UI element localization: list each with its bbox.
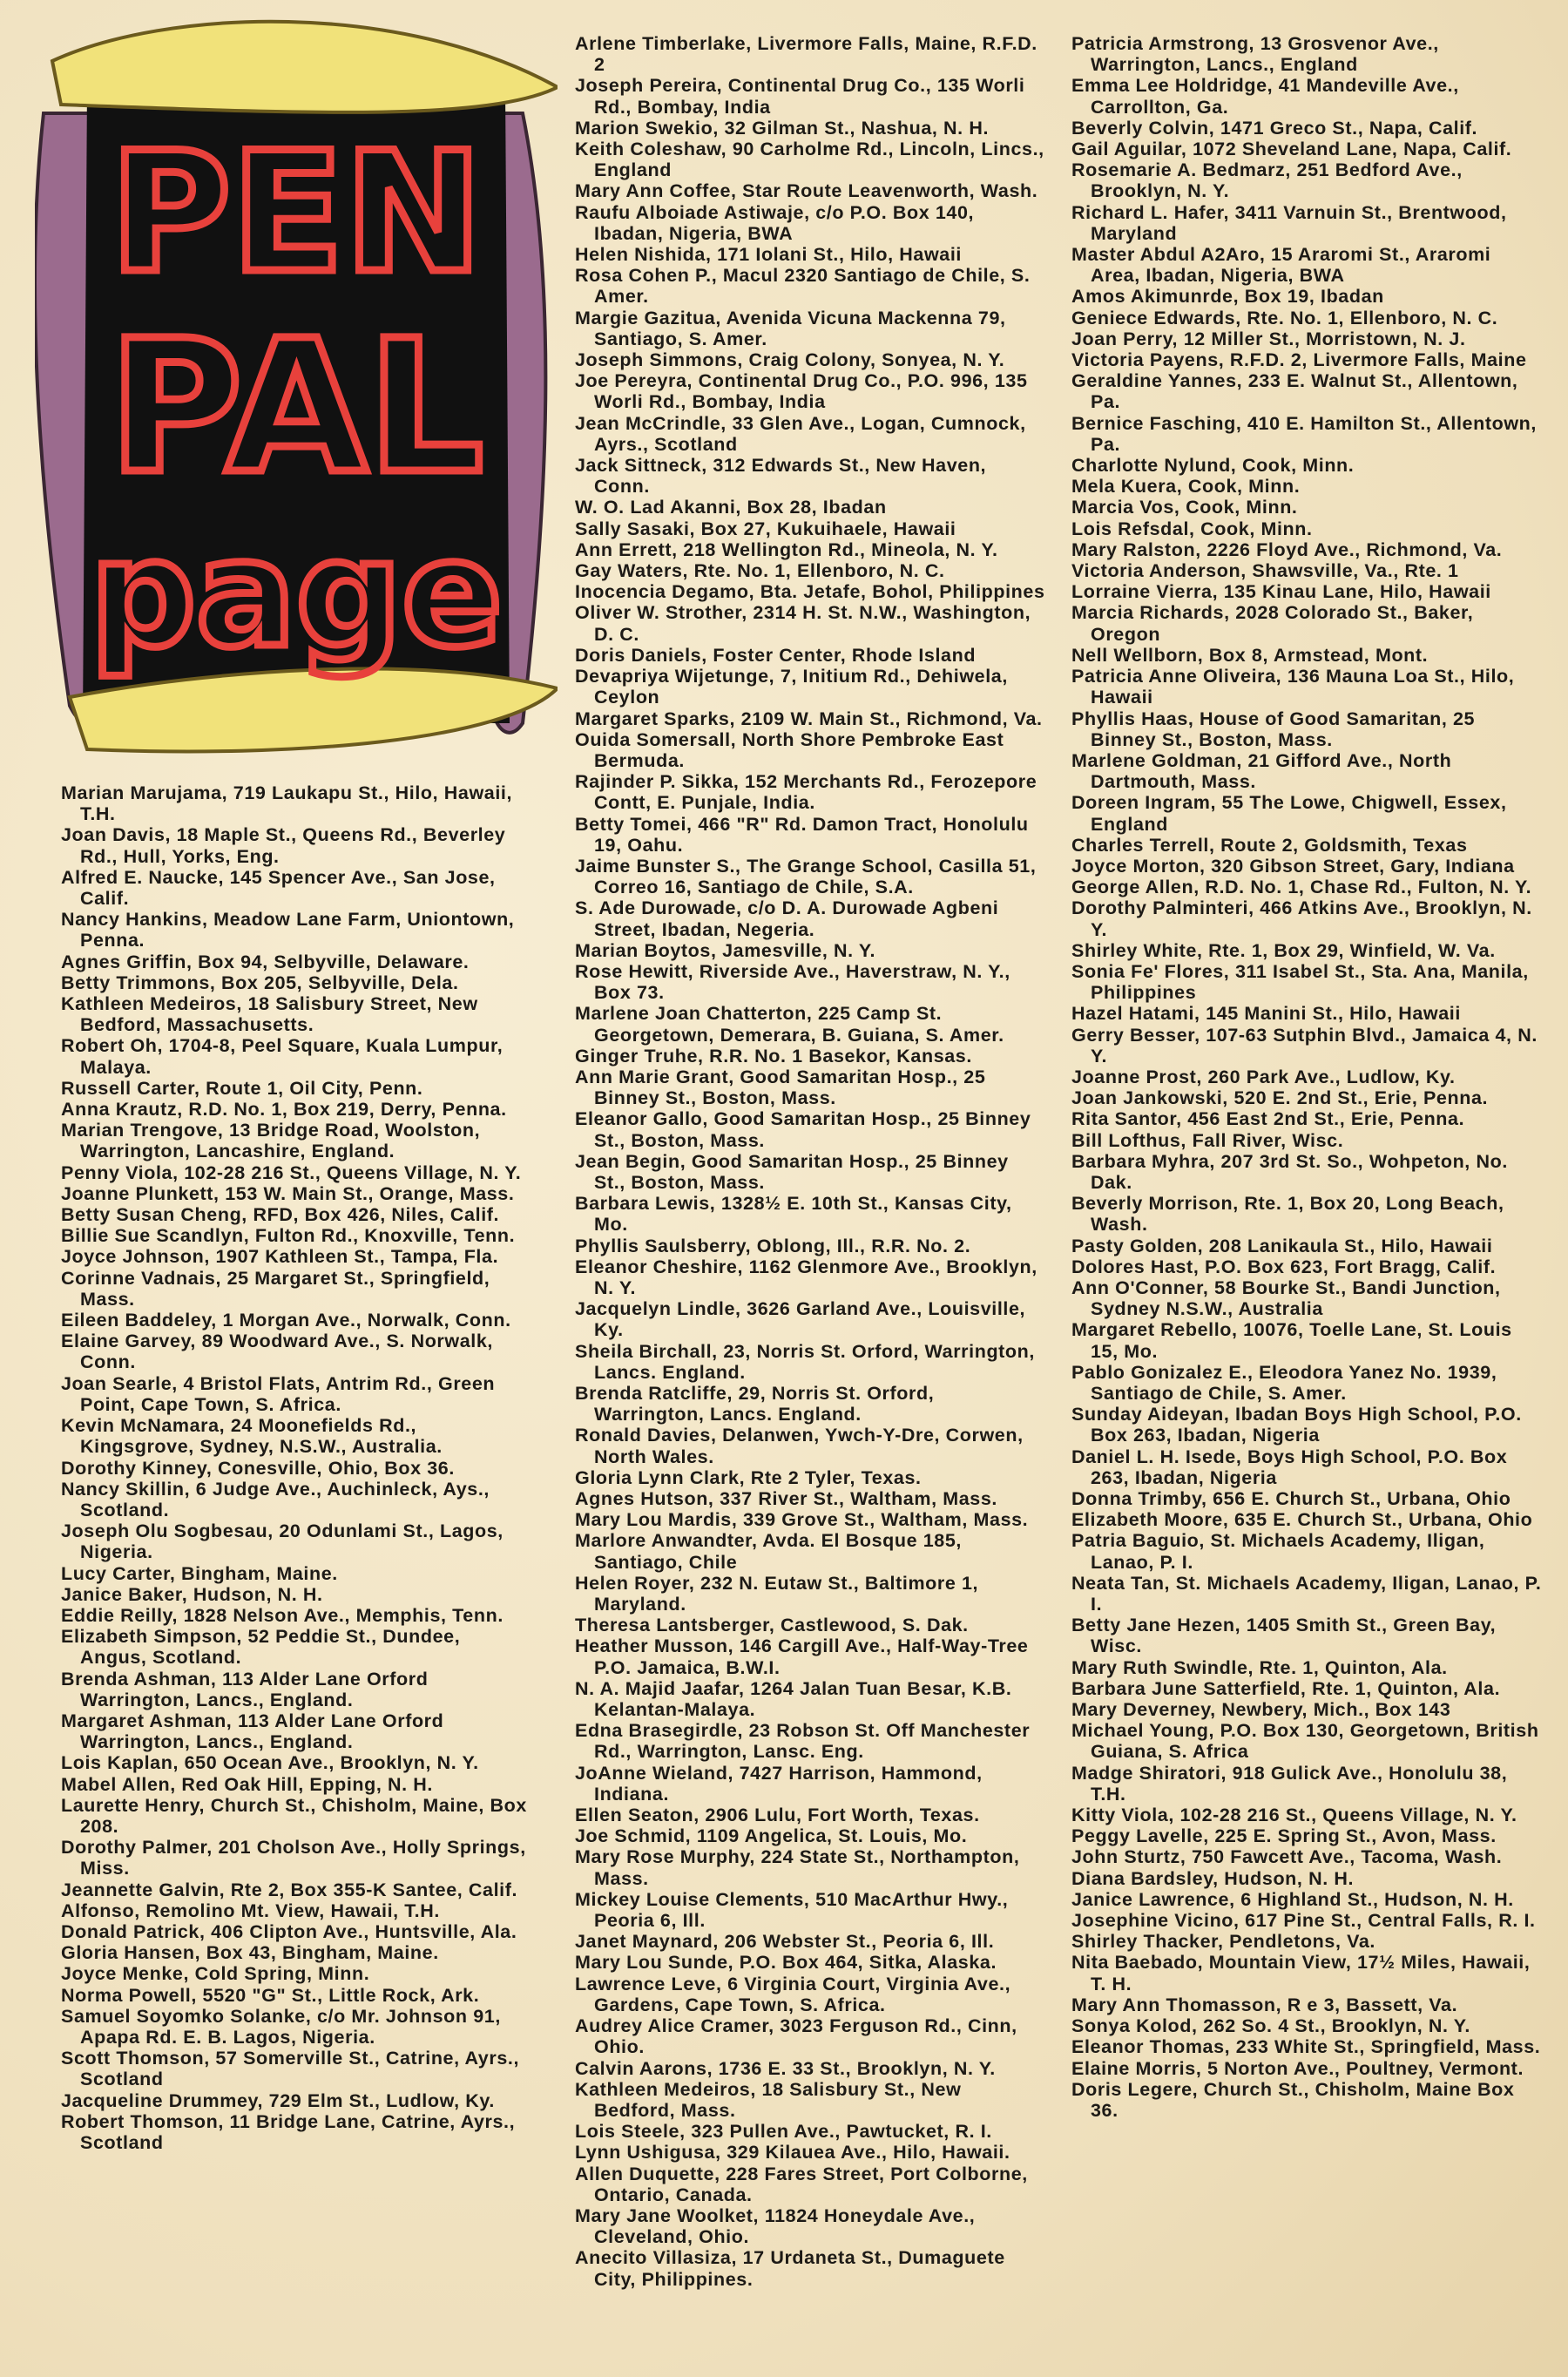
pen-pal-entry: Joe Pereyra, Continental Drug Co., P.O. 996, 135 Worli Rd., Bombay, India: [575, 370, 1028, 413]
pen-pal-entry: Helen Royer, 232 N. Eutaw St., Baltimore 1, Maryland.: [575, 1572, 979, 1615]
pen-pal-entry: Nita Baebado, Mountain View, 17½ Miles, Hawaii, T. H.: [1071, 1952, 1531, 1994]
pen-pal-entry: Madge Shiratori, 918 Gulick Ave., Honolulu 38, T.H.: [1071, 1762, 1508, 1805]
pen-pal-entry: Gerry Besser, 107-63 Sutphin Blvd., Jamaica 4, N. Y.: [1071, 1024, 1538, 1067]
pen-pal-entry: Joseph Olu Sogbesau, 20 Odunlami St., Lagos, Nigeria.: [61, 1520, 504, 1563]
pen-pal-entry: Russell Carter, Route 1, Oil City, Penn.: [61, 1077, 423, 1099]
pen-pal-entry: Rosa Cohen P., Macul 2320 Santiago de Chile, S. Amer.: [575, 265, 1031, 308]
pen-pal-entry: Marlene Joan Chatterton, 225 Camp St. Georgetown, Demerara, B. Guiana, S. Amer.: [575, 1003, 1004, 1046]
pen-pal-entry: Gail Aguilar, 1072 Sheveland Lane, Napa, Calif.: [1071, 139, 1512, 160]
pen-pal-entry: Heather Musson, 146 Cargill Ave., Half-Way-Tree P.O. Jamaica, B.W.I.: [575, 1635, 1029, 1678]
pen-pal-entry: Margie Gazitua, Avenida Vicuna Mackenna 79, Santiago, S. Amer.: [575, 307, 1006, 349]
pen-pal-entry: Janet Maynard, 206 Webster St., Peoria 6, Ill.: [575, 1931, 995, 1953]
pen-pal-entry: Eileen Baddeley, 1 Morgan Ave., Norwalk, Conn.: [61, 1310, 511, 1331]
pen-pal-entry: Jean McCrindle, 33 Glen Ave., Logan, Cumnock, Ayrs., Scotland: [575, 412, 1026, 455]
pen-pal-entry: Nancy Skillin, 6 Judge Ave., Auchinleck, Ays., Scotland.: [61, 1478, 490, 1520]
pen-pal-entry: Robert Oh, 1704-8, Peel Square, Kuala Lumpur, Malaya.: [61, 1035, 504, 1078]
pen-pal-entry: Rose Hewitt, Riverside Ave., Haverstraw, N. Y., Box 73.: [575, 960, 1010, 1004]
pen-pal-entry: Jacquelyn Lindle, 3626 Garland Ave., Louisville, Ky.: [575, 1298, 1026, 1341]
pen-pal-entry: Ellen Seaton, 2906 Lulu, Fort Worth, Texas.: [575, 1805, 980, 1826]
pen-pal-entry: Pasty Golden, 208 Lanikaula St., Hilo, Hawaii: [1071, 1235, 1493, 1256]
pen-pal-entry: Keith Coleshaw, 90 Carholme Rd., Lincoln, Lincs., England: [575, 139, 1044, 181]
pen-pal-entry: Mary Ann Coffee, Star Route Leavenworth, Wash.: [575, 180, 1038, 202]
pen-pal-entry: Joyce Johnson, 1907 Kathleen St., Tampa, Fla.: [61, 1246, 499, 1268]
pen-pal-entry: Agnes Hutson, 337 River St., Waltham, Mass.: [575, 1488, 997, 1510]
pen-pal-entry: Mary Lou Sunde, P.O. Box 464, Sitka, Alaska.: [575, 1952, 997, 1974]
pen-pal-entry: Shirley Thacker, Pendletons, Va.: [1071, 1931, 1376, 1953]
pen-pal-entry: Donald Patrick, 406 Clipton Ave., Huntsville, Ala.: [61, 1920, 517, 1942]
pen-pal-entry: Dorothy Palminteri, 466 Atkins Ave., Brooklyn, N. Y.: [1071, 897, 1532, 940]
pen-pal-entry: Jaime Bunster S., The Grange School, Casilla 51, Correo 16, Santiago de Chile, S.A.: [575, 855, 1037, 898]
listing-column-3: [1071, 33, 1542, 2360]
pen-pal-entry: Pablo Gonizalez E., Eleodora Yanez No. 1939, Santiago de Chile, S. Amer.: [1071, 1361, 1497, 1404]
pen-pal-entry: Patricia Armstrong, 13 Grosvenor Ave., Warrington, Lancs., England: [1071, 33, 1439, 76]
pen-pal-entry: Penny Viola, 102-28 216 St., Queens Village, N. Y.: [61, 1161, 522, 1183]
pen-pal-entry: Jacqueline Drummey, 729 Elm St., Ludlow, Ky.: [61, 2089, 495, 2111]
pen-pal-entry: Peggy Lavelle, 225 E. Spring St., Avon, Mass.: [1071, 1825, 1497, 1847]
pen-pal-page-logo: [35, 9, 558, 767]
pen-pal-entry: Doris Legere, Church St., Chisholm, Maine Box 36.: [1071, 2078, 1515, 2121]
pen-pal-entry: Oliver W. Strother, 2314 H. St. N.W., Washington, D. C.: [575, 602, 1031, 645]
pen-pal-entry: Eddie Reilly, 1828 Nelson Ave., Memphis, Tenn.: [61, 1604, 504, 1626]
pen-pal-entry: Allen Duquette, 228 Fares Street, Port Colborne, Ontario, Canada.: [575, 2163, 1028, 2205]
pen-pal-entry: Geraldine Yannes, 233 E. Walnut St., Allentown, Pa.: [1071, 370, 1518, 413]
pen-pal-entry: Master Abdul A2Aro, 15 Araromi St., Araromi Area, Ibadan, Nigeria, BWA: [1071, 244, 1491, 287]
pen-pal-entry: Beverly Morrison, Rte. 1, Box 20, Long Beach, Wash.: [1071, 1193, 1504, 1236]
pen-pal-entry: Ouida Somersall, North Shore Pembroke East Bermuda.: [575, 728, 1004, 771]
pen-pal-entry: Gay Waters, Rte. No. 1, Ellenboro, N. C.: [575, 560, 945, 582]
pen-pal-entry: Helen Nishida, 171 Iolani St., Hilo, Hawaii: [575, 244, 962, 266]
pen-pal-entry: Rita Santor, 456 East 2nd St., Erie, Penna.: [1071, 1108, 1465, 1130]
pen-pal-entry: Gloria Hansen, Box 43, Bingham, Maine.: [61, 1942, 439, 1964]
pen-pal-entry: Mary Lou Mardis, 339 Grove St., Waltham, Mass.: [575, 1509, 1029, 1531]
pen-pal-entry: Calvin Aarons, 1736 E. 33 St., Brooklyn, N. Y.: [575, 2057, 996, 2079]
pen-pal-entry: Betty Susan Cheng, RFD, Box 426, Niles, Calif.: [61, 1204, 500, 1226]
pen-pal-entry: Margaret Sparks, 2109 W. Main St., Richmond, Va.: [575, 708, 1043, 729]
pen-pal-entry: Theresa Lantsberger, Castlewood, S. Dak.: [575, 1615, 969, 1636]
pen-pal-entry: Beverly Colvin, 1471 Greco St., Napa, Calif.: [1071, 117, 1478, 139]
pen-pal-entry: Patria Baguio, St. Michaels Academy, Iligan, Lanao, P. I.: [1071, 1530, 1485, 1573]
pen-pal-entry: Devapriya Wijetunge, 7, Initium Rd., Dehiwela, Ceylon: [575, 666, 1008, 708]
pen-pal-entry: Shirley White, Rte. 1, Box 29, Winfield, W. Va.: [1071, 939, 1496, 961]
pen-pal-entry: Marlene Goldman, 21 Gifford Ave., North Dartmouth, Mass.: [1071, 749, 1452, 793]
pen-pal-entry: Janice Lawrence, 6 Highland St., Hudson, N. H.: [1071, 1888, 1514, 1910]
pen-pal-entry: Ann Marie Grant, Good Samaritan Hosp., 25 Binney St., Boston, Mass.: [575, 1066, 986, 1109]
pen-pal-entry: Anecito Villasiza, 17 Urdaneta St., Dumaguete City, Philippines.: [575, 2247, 1005, 2290]
pen-pal-entry: Kevin McNamara, 24 Moonefields Rd., Kingsgrove, Sydney, N.S.W., Australia.: [61, 1415, 443, 1458]
pen-pal-entry: Barbara June Satterfield, Rte. 1, Quinton, Ala.: [1071, 1677, 1501, 1699]
pen-pal-entry: Sunday Aideyan, Ibadan Boys High School, P.O. Box 263, Ibadan, Nigeria: [1071, 1404, 1522, 1446]
pen-pal-entry: Agnes Griffin, Box 94, Selbyville, Delaware.: [61, 951, 470, 972]
pen-pal-entry: Joyce Menke, Cold Spring, Minn.: [61, 1963, 370, 1985]
pen-pal-entry: Margaret Ashman, 113 Alder Lane Orford Warrington, Lancs., England.: [61, 1710, 444, 1753]
pen-pal-entry: Rajinder P. Sikka, 152 Merchants Rd., Ferozepore Contt, E. Punjale, India.: [575, 771, 1037, 814]
pen-pal-entry: Betty Trimmons, Box 205, Selbyville, Dela.: [61, 972, 459, 993]
pen-pal-entry: Dolores Hast, P.O. Box 623, Fort Bragg, Calif.: [1071, 1256, 1497, 1277]
pen-pal-entry: JoAnne Wieland, 7427 Harrison, Hammond, Indiana.: [575, 1762, 983, 1805]
pen-pal-entry: Bernice Fasching, 410 E. Hamilton St., Allentown, Pa.: [1071, 412, 1537, 455]
pen-pal-entry: Marian Trengove, 13 Bridge Road, Woolston, Warrington, Lancashire, England.: [61, 1120, 481, 1162]
pen-pal-entry: Dorothy Kinney, Conesville, Ohio, Box 36.: [61, 1457, 455, 1479]
pen-pal-entry: Betty Tomei, 466 "R" Rd. Damon Tract, Honolulu 19, Oahu.: [575, 813, 1029, 856]
pen-pal-entry: Ronald Davies, Delanwen, Ywch-Y-Dre, Corwen, North Wales.: [575, 1425, 1024, 1467]
pen-pal-entry: Elaine Garvey, 89 Woodward Ave., S. Norwalk, Conn.: [61, 1331, 493, 1373]
pen-pal-entry: Joseph Simmons, Craig Colony, Sonyea, N. Y.: [575, 349, 1005, 371]
pen-pal-entry: Michael Young, P.O. Box 130, Georgetown, British Guiana, S. Africa: [1071, 1720, 1539, 1763]
pen-pal-entry: Doreen Ingram, 55 The Lowe, Chigwell, Essex, England: [1071, 792, 1507, 835]
pen-pal-entry: Charles Terrell, Route 2, Goldsmith, Texas: [1071, 834, 1468, 856]
pen-pal-entry: Lois Steele, 323 Pullen Ave., Pawtucket, R. I.: [575, 2121, 992, 2143]
pen-pal-entry: Lois Refsdal, Cook, Minn.: [1071, 518, 1313, 539]
pen-pal-entry: Joan Jankowski, 520 E. 2nd St., Erie, Penna.: [1071, 1087, 1489, 1109]
pen-pal-entry: Jack Sittneck, 312 Edwards St., New Haven, Conn.: [575, 455, 987, 498]
pen-pal-entry: Janice Baker, Hudson, N. H.: [61, 1583, 323, 1605]
pen-pal-entry: Samuel Soyomko Solanke, c/o Mr. Johnson 91, Apapa Rd. E. B. Lagos, Nigeria.: [61, 2005, 501, 2048]
pen-pal-entry: Billie Sue Scandlyn, Fulton Rd., Knoxville, Tenn.: [61, 1225, 516, 1247]
pen-pal-entry: Mary Ruth Swindle, Rte. 1, Quinton, Ala.: [1071, 1656, 1448, 1678]
pen-pal-entry: John Sturtz, 750 Fawcett Ave., Tacoma, Wash.: [1071, 1846, 1503, 1868]
pen-pal-entry: W. O. Lad Akanni, Box 28, Ibadan: [575, 497, 887, 518]
pen-pal-entry: Nancy Hankins, Meadow Lane Farm, Uniontown, Penna.: [61, 909, 515, 951]
pen-pal-entry: Sally Sasaki, Box 27, Kukuihaele, Hawaii: [575, 518, 956, 539]
pen-pal-entry: Joan Davis, 18 Maple St., Queens Rd., Beverley Rd., Hull, Yorks, Eng.: [61, 824, 506, 867]
pen-pal-entry: Mary Deverney, Newbery, Mich., Box 143: [1071, 1699, 1451, 1721]
pen-pal-entry: Joe Schmid, 1109 Angelica, St. Louis, Mo.: [575, 1825, 968, 1847]
pen-pal-entry: Audrey Alice Cramer, 3023 Ferguson Rd., Cinn, Ohio.: [575, 2015, 1017, 2058]
pen-pal-entry: Jean Begin, Good Samaritan Hosp., 25 Binney St., Boston, Mass.: [575, 1150, 1009, 1193]
pen-pal-entry: Amos Akimunrde, Box 19, Ibadan: [1071, 286, 1384, 308]
pen-pal-entry: Barbara Myhra, 207 3rd St. So., Wohpeton, No. Dak.: [1071, 1150, 1508, 1193]
pen-pal-entry: Marian Boytos, Jamesville, N. Y.: [575, 939, 876, 961]
pen-pal-entry: Victoria Anderson, Shawsville, Va., Rte. 1: [1071, 560, 1459, 582]
pen-pal-entry: Donna Trimby, 656 E. Church St., Urbana, Ohio: [1071, 1488, 1511, 1510]
pen-pal-entry: Scott Thomson, 57 Somerville St., Catrine, Ayrs., Scotland: [61, 2048, 520, 2090]
pen-pal-entry: Eleanor Thomas, 233 White St., Springfield, Mass.: [1071, 2036, 1541, 2058]
pen-pal-entry: Diana Bardsley, Hudson, N. H.: [1071, 1867, 1355, 1889]
pen-pal-entry: Norma Powell, 5520 "G" St., Little Rock, Ark.: [61, 1984, 480, 2006]
pen-pal-entry: Anna Krautz, R.D. No. 1, Box 219, Derry, Penna.: [61, 1099, 507, 1121]
listing-column-2: [575, 33, 1045, 2360]
pen-pal-entry: Doris Daniels, Foster Center, Rhode Island: [575, 644, 977, 666]
pen-pal-entry: Barbara Lewis, 1328½ E. 10th St., Kansas City, Mo.: [575, 1193, 1012, 1236]
pen-pal-entry: Patricia Anne Oliveira, 136 Mauna Loa St., Hilo, Hawaii: [1071, 666, 1515, 708]
pen-pal-entry: Mabel Allen, Red Oak Hill, Epping, N. H.: [61, 1773, 433, 1795]
pen-pal-entry: Josephine Vicino, 617 Pine St., Central Falls, R. I.: [1071, 1910, 1536, 1932]
pen-pal-entry: Marlore Anwandter, Avda. El Bosque 185, Santiago, Chile: [575, 1530, 962, 1573]
pen-pal-entry: Mary Ralston, 2226 Floyd Ave., Richmond, Va.: [1071, 538, 1503, 560]
pen-pal-entry: Kitty Viola, 102-28 216 St., Queens Village, N. Y.: [1071, 1805, 1517, 1826]
pen-pal-entry: Laurette Henry, Church St., Chisholm, Maine, Box 208.: [61, 1794, 527, 1837]
pen-pal-entry: Joyce Morton, 320 Gibson Street, Gary, Indiana: [1071, 855, 1515, 877]
pen-pal-entry: Joan Perry, 12 Miller St., Morristown, N. J.: [1071, 328, 1466, 349]
pen-pal-entry: Hazel Hatami, 145 Manini St., Hilo, Hawaii: [1071, 1003, 1461, 1025]
pen-pal-entry: Joanne Plunkett, 153 W. Main St., Orange, Mass.: [61, 1182, 515, 1204]
pen-pal-entry: Lois Kaplan, 650 Ocean Ave., Brooklyn, N. Y.: [61, 1752, 479, 1774]
pen-pal-entry: Brenda Ratcliffe, 29, Norris St. Orford, Warrington, Lancs. England.: [575, 1383, 935, 1426]
top-feather-icon: [52, 22, 558, 112]
pen-pal-entry: Bill Lofthus, Fall River, Wisc.: [1071, 1129, 1344, 1151]
pen-pal-entry: Marion Swekio, 32 Gilman St., Nashua, N. H.: [575, 117, 990, 139]
pen-pal-entry: Edna Brasegirdle, 23 Robson St. Off Manchester Rd., Warrington, Lansc. Eng.: [575, 1720, 1031, 1763]
pen-pal-entry: Alfred E. Naucke, 145 Spencer Ave., San Jose, Calif.: [61, 866, 496, 910]
pen-pal-entry: Lynn Ushigusa, 329 Kilauea Ave., Hilo, Hawaii.: [575, 2142, 1010, 2164]
pen-pal-entry: Gloria Lynn Clark, Rte 2 Tyler, Texas.: [575, 1466, 922, 1488]
pen-pal-entry: Elizabeth Moore, 635 E. Church St., Urbana, Ohio: [1071, 1509, 1533, 1531]
pen-pal-entry: Robert Thomson, 11 Bridge Lane, Catrine, Ayrs., Scotland: [61, 2110, 516, 2153]
pen-pal-entry: Richard L. Hafer, 3411 Varnuin St., Brentwood, Maryland: [1071, 201, 1507, 244]
pen-pal-entry: Elizabeth Simpson, 52 Peddie St., Dundee, Angus, Scotland.: [61, 1626, 461, 1669]
pen-pal-entry: Elaine Morris, 5 Norton Ave., Poultney, Vermont.: [1071, 2057, 1524, 2079]
pen-pal-entry: Sonya Kolod, 262 So. 4 St., Brooklyn, N. Y.: [1071, 2015, 1470, 2037]
pen-pal-entry: Mela Kuera, Cook, Minn.: [1071, 476, 1301, 498]
pen-pal-entry: Joseph Pereira, Continental Drug Co., 135 Worli Rd., Bombay, India: [575, 75, 1025, 118]
pen-pal-entry: Mickey Louise Clements, 510 MacArthur Hwy., Peoria 6, Ill.: [575, 1888, 1009, 1932]
pen-pal-entry: Mary Rose Murphy, 224 State St., Northampton, Mass.: [575, 1846, 1020, 1889]
pen-pal-entry: Lawrence Leve, 6 Virginia Court, Virginia Ave., Gardens, Cape Town, S. Africa.: [575, 1973, 1011, 2015]
pen-pal-entry: Marian Marujama, 719 Laukapu St., Hilo, Hawaii, T.H.: [61, 782, 513, 825]
pen-pal-entry: Ginger Truhe, R.R. No. 1 Basekor, Kansas.: [575, 1045, 972, 1067]
logo-line-page: page: [90, 508, 503, 681]
pen-pal-entry: Kathleen Medeiros, 18 Salisbury Street, New Bedford, Massachusetts.: [61, 993, 478, 1036]
pen-pal-entry: Phyllis Saulsberry, Oblong, Ill., R.R. No. 2.: [575, 1235, 971, 1256]
pen-pal-entry: Corinne Vadnais, 25 Margaret St., Springfield, Mass.: [61, 1267, 490, 1310]
pen-pal-entry: Dorothy Palmer, 201 Cholson Ave., Holly Springs, Miss.: [61, 1837, 526, 1879]
pen-pal-entry: Rosemarie A. Bedmarz, 251 Bedford Ave., Brooklyn, N. Y.: [1071, 159, 1463, 202]
pen-pal-entry: Arlene Timberlake, Livermore Falls, Maine, R.F.D. 2: [575, 33, 1037, 76]
pen-pal-entry: Eleanor Gallo, Good Samaritan Hosp., 25 Binney St., Boston, Mass.: [575, 1108, 1031, 1151]
pen-pal-entry: S. Ade Durowade, c/o D. A. Durowade Agbeni Street, Ibadan, Negeria.: [575, 897, 999, 940]
pen-pal-entry: Daniel L. H. Isede, Boys High School, P.O. Box 263, Ibadan, Nigeria: [1071, 1446, 1508, 1488]
pen-pal-entry: Mary Ann Thomasson, R e 3, Bassett, Va.: [1071, 1994, 1458, 2015]
pen-pal-entry: Lucy Carter, Bingham, Maine.: [61, 1562, 338, 1584]
listing-column-1: [61, 782, 531, 2360]
pen-pal-entry: Lorraine Vierra, 135 Kinau Lane, Hilo, Hawaii: [1071, 581, 1491, 603]
pen-pal-entry: Jeannette Galvin, Rte 2, Box 355-K Santee, Calif.: [61, 1879, 518, 1900]
pen-pal-entry: Joanne Prost, 260 Park Ave., Ludlow, Ky.: [1071, 1066, 1456, 1087]
pen-pal-entry: Raufu Alboiade Astiwaje, c/o P.O. Box 140, Ibadan, Nigeria, BWA: [575, 201, 975, 244]
logo-line-pen: PEN: [109, 117, 483, 309]
pen-pal-entry: Brenda Ashman, 113 Alder Lane Orford Warrington, Lancs., England.: [61, 1668, 429, 1710]
logo-line-pal: PAL: [108, 301, 484, 514]
pen-pal-entry: Charlotte Nylund, Cook, Minn.: [1071, 455, 1355, 477]
pen-pal-entry: Joan Searle, 4 Bristol Flats, Antrim Rd., Green Point, Cape Town, S. Africa.: [61, 1372, 496, 1415]
pen-pal-entry: Sonia Fe' Flores, 311 Isabel St., Sta. Ana, Manila, Philippines: [1071, 960, 1529, 1004]
pen-pal-entry: Sheila Birchall, 23, Norris St. Orford, Warrington, Lancs. England.: [575, 1340, 1035, 1383]
pen-pal-entry: Neata Tan, St. Michaels Academy, Iligan, Lanao, P. I.: [1071, 1572, 1542, 1615]
pen-pal-entry: Marcia Vos, Cook, Minn.: [1071, 497, 1298, 518]
pen-pal-entry: N. A. Majid Jaafar, 1264 Jalan Tuan Besar, K.B. Kelantan-Malaya.: [575, 1677, 1012, 1721]
pen-pal-entry: Emma Lee Holdridge, 41 Mandeville Ave., Carrollton, Ga.: [1071, 75, 1459, 118]
pen-pal-entry: Nell Wellborn, Box 8, Armstead, Mont.: [1071, 644, 1429, 666]
pen-pal-entry: Alfonso, Remolino Mt. View, Hawaii, T.H.: [61, 1900, 440, 1921]
pen-pal-entry: Kathleen Medeiros, 18 Salisbury St., New Bedford, Mass.: [575, 2078, 962, 2121]
pen-pal-entry: Mary Jane Woolket, 11824 Honeydale Ave., Cleveland, Ohio.: [575, 2204, 976, 2248]
pen-pal-entry: Ann Errett, 218 Wellington Rd., Mineola, N. Y.: [575, 538, 998, 560]
pen-pal-entry: Margaret Rebello, 10076, Toelle Lane, St. Louis 15, Mo.: [1071, 1319, 1512, 1362]
pen-pal-entry: Eleanor Cheshire, 1162 Glenmore Ave., Brooklyn, N. Y.: [575, 1256, 1037, 1298]
pen-pal-entry: Geniece Edwards, Rte. No. 1, Ellenboro, N. C.: [1071, 307, 1498, 328]
pen-pal-entry: Victoria Payens, R.F.D. 2, Livermore Falls, Maine: [1071, 349, 1527, 371]
pen-pal-entry: Phyllis Haas, House of Good Samaritan, 25 Binney St., Boston, Mass.: [1071, 708, 1476, 750]
pen-pal-entry: Ann O'Conner, 58 Bourke St., Bandi Junction, Sydney N.S.W., Australia: [1071, 1277, 1501, 1320]
pen-pal-entry: Betty Jane Hezen, 1405 Smith St., Green Bay, Wisc.: [1071, 1615, 1497, 1657]
pen-pal-entry: Inocencia Degamo, Bta. Jetafe, Bohol, Philippines: [575, 581, 1045, 603]
pen-pal-entry: Marcia Richards, 2028 Colorado St., Baker, Oregon: [1071, 602, 1474, 645]
pen-pal-entry: George Allen, R.D. No. 1, Chase Rd., Fulton, N. Y.: [1071, 877, 1532, 898]
